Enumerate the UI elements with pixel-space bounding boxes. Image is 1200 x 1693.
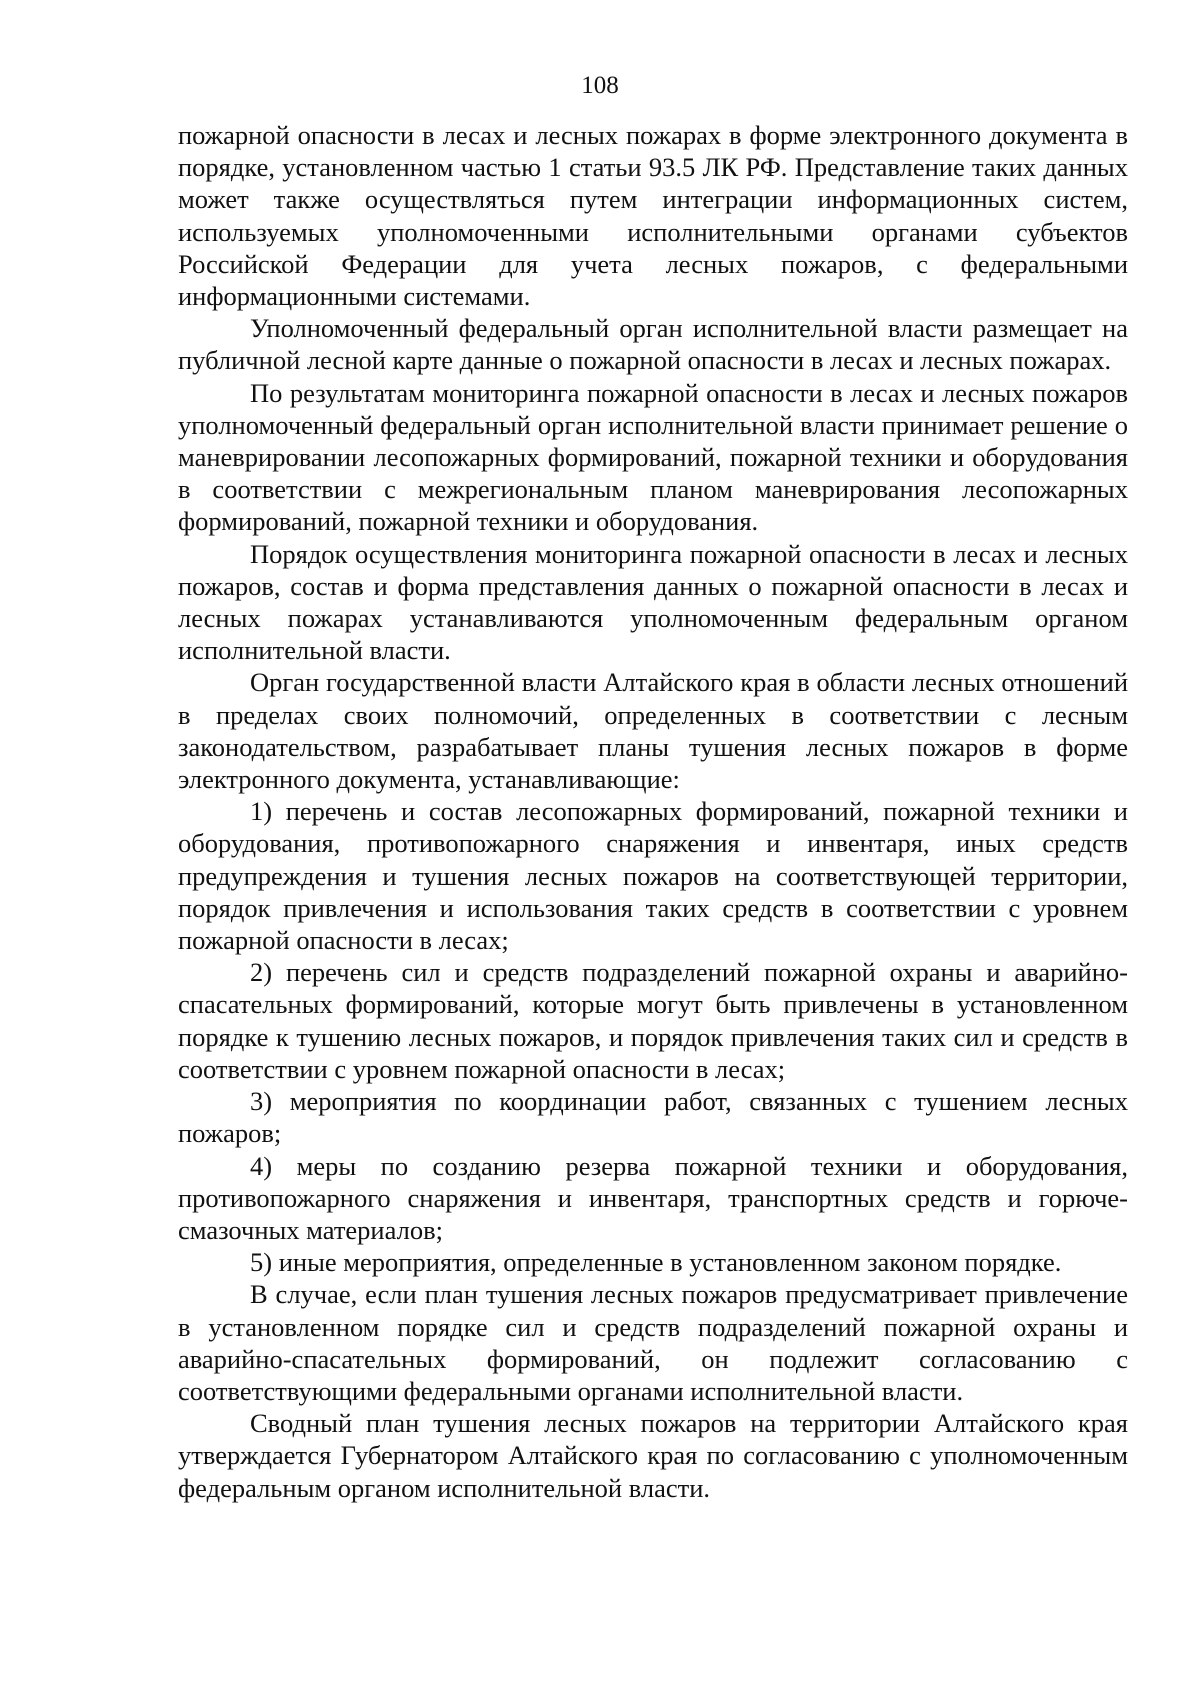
paragraph-monitoring-procedure: Порядок осуществления мониторинга пожарной опасности в лесах и лесных пожаров, состав и форма представления данных о пожарной опасности в лесах и лесных пожарах устанавливаются уполномоченным федеральным органом исполнительной власти. bbox=[178, 538, 1128, 666]
list-item-5: 5) иные мероприятия, определенные в установленном законом порядке. bbox=[250, 1247, 1062, 1278]
paragraph-maneuvering: По результатам мониторинга пожарной опасности в лесах и лесных пожаров уполномоченный федеральный орган исполнительной власти принимает решение о маневрировании лесопожарных формирований, пожарной техники и оборудования в соответствии с межрегиональным планом маневрирования лесопожарных формирований, пожарной техники и оборудования. bbox=[178, 377, 1128, 537]
paragraph-coordination: В случае, если план тушения лесных пожаров предусматривает привлечение в установленном порядке сил и средств подразделений пожарной охраны и аварийно-спасательных формирований, он подлежит согласованию с соответствующими федеральными органами исполнительной власти. bbox=[178, 1279, 1128, 1406]
paragraph-publication: Уполномоченный федеральный орган исполнительной власти размещает на публичной лесной карте данные о пожарной опасности в лесах и лесных пожарах. bbox=[178, 313, 1128, 376]
paragraph-plans-intro: Орган государственной власти Алтайского края в области лесных отношений в пределах своих полномочий, определенных в соответствии с лесным законодательством, разрабатывает планы тушения лесных пожаров в форме электронного документа, устанавливающие: bbox=[178, 667, 1128, 795]
list-item-4: 4) меры по созданию резерва пожарной техники и оборудования, противопожарного снаряжения и инвентаря, транспортных средств и горюче-смазочных материалов; bbox=[178, 1150, 1128, 1245]
page-number: 108 bbox=[581, 72, 619, 99]
paragraph-continuation: пожарной опасности в лесах и лесных пожарах в форме электронного документа в порядке, установленном частью 1 статьи 93.5 ЛК РФ. Представление таких данных может также осуществляться путем интеграции информационных систем, используемых уполномоченными исполнительными органами субъектов Российской Федерации для учета лесных пожаров, с федеральными информационными системами. bbox=[178, 120, 1128, 312]
list-item-3: 3) мероприятия по координации работ, связанных с тушением лесных пожаров; bbox=[178, 1086, 1128, 1149]
paragraph-summary-plan: Сводный план тушения лесных пожаров на территории Алтайского края утверждается Губернатором Алтайского края по согласованию с уполномоченным федеральным органом исполнительной власти. bbox=[178, 1408, 1128, 1503]
document-body bbox=[178, 119, 1128, 1504]
list-item-2: 2) перечень сил и средств подразделений пожарной охраны и аварийно-спасательных формирований, которые могут быть привлечены в установленном порядке к тушению лесных пожаров, и порядок привлечения таких сил и средств в соответствии с уровнем пожарной опасности в лесах; bbox=[178, 957, 1128, 1084]
list-item-1: 1) перечень и состав лесопожарных формирований, пожарной техники и оборудования, противопожарного снаряжения и инвентаря, иных средств предупреждения и тушения лесных пожаров на соответствующей территории, порядок привлечения и использования таких средств в соответствии с уровнем пожарной опасности в лесах; bbox=[178, 796, 1128, 956]
